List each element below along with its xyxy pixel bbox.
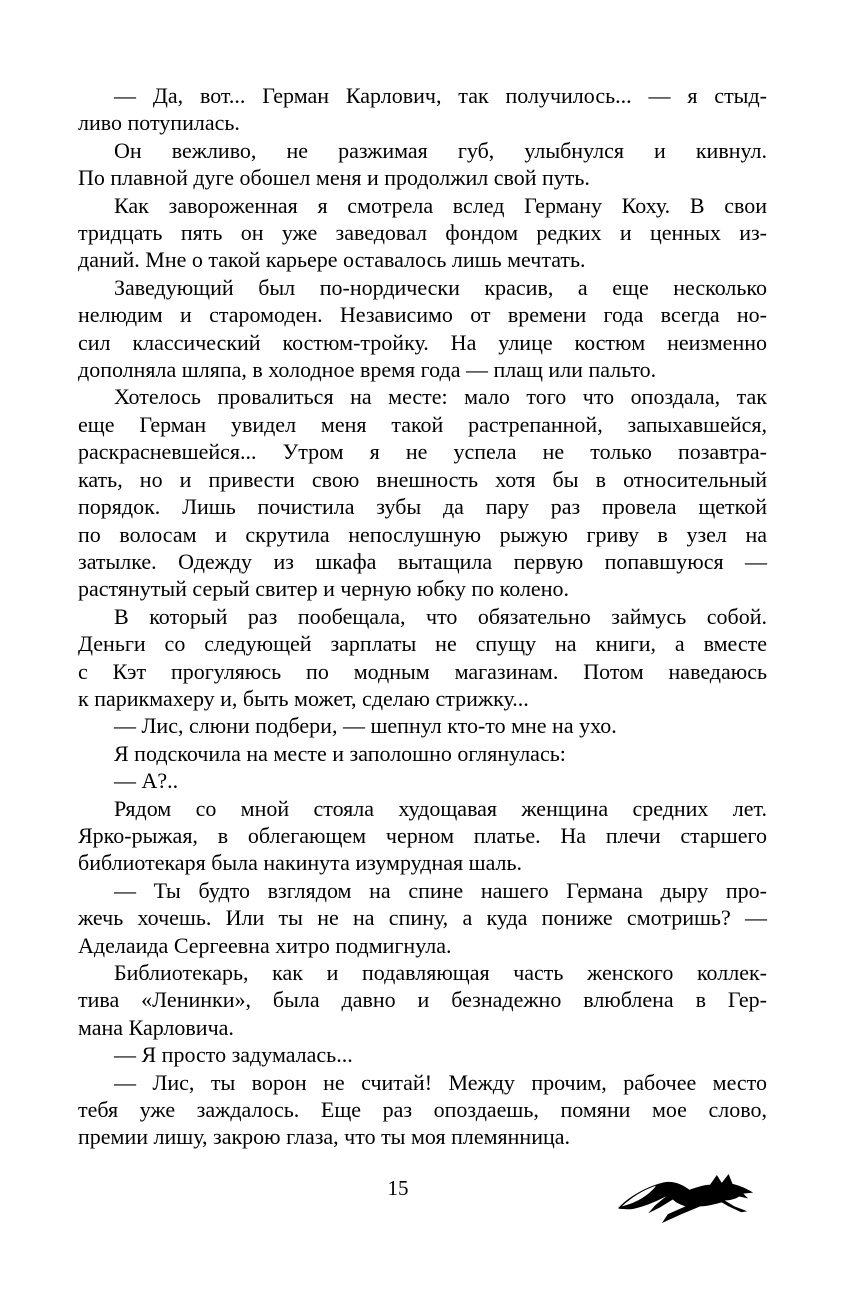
text-line: По плавной дуге обошел меня и продолжил свой путь. (78, 165, 590, 191)
text-line: премии лишу, закрою глаза, что ты моя племянница. (78, 1124, 571, 1150)
text-line: Библиотекарь, как и подавляющая часть женского коллек- (114, 960, 767, 985)
text-line: — Я просто задумалась... (114, 1042, 353, 1068)
text-line: растянутый серый свитер и черную юбку по колено. (78, 576, 569, 602)
text-line: тива «Ленинки», была давно и безнадежно влюблена в Гер- (78, 987, 767, 1013)
text-line: библиотекаря была накинута изумрудная шаль. (78, 850, 523, 876)
text-line: порядок. Лишь почистила зубы да пару раз провела щеткой (78, 494, 767, 520)
text-line: Рядом со мной стояла худощавая женщина средних лет. (114, 795, 767, 821)
text-line: — А?.. (114, 768, 179, 794)
text-line: мана Карловича. (78, 1014, 234, 1040)
paragraph (78, 767, 767, 794)
text-line: к парикмахеру и, быть может, сделаю стрижку... (78, 685, 529, 711)
paragraph (78, 877, 767, 959)
paragraph (78, 1069, 767, 1151)
page-number: 15 (387, 1176, 409, 1200)
paragraph (78, 1041, 767, 1068)
text-line: еще Герман увидел меня такой растрепанной, запыхавшейся, (78, 411, 767, 437)
text-line: жечь хочешь. Или ты не на спину, а куда пониже смотришь? — (78, 905, 767, 931)
text-line: дополняла шляпа, в холодное время года — плащ или пальто. (78, 357, 657, 383)
text-line: по волосам и скрутила непослушную рыжую гриву в узел на (78, 521, 767, 547)
text-line: — Ты будто взглядом на спине нашего Германа дыру про- (114, 877, 767, 903)
text-line: тридцать пять он уже заведовал фондом редких и ценных из- (78, 220, 767, 246)
paragraph (78, 274, 767, 384)
text-line: ливо потупилась. (78, 110, 240, 136)
text-line: — Лис, ты ворон не считай! Между прочим, рабочее место (114, 1069, 767, 1095)
text-line: Хотелось провалиться на месте: мало того что опоздала, так (114, 384, 767, 410)
text-line: кать, но и привести свою внешность хотя бы в относительный (78, 466, 767, 492)
paragraph (78, 603, 767, 713)
text-line: Заведующий был по-нордически красив, а еще несколько (114, 274, 767, 300)
text-line: Как завороженная я смотрела вслед Герману Коху. В свои (114, 192, 767, 218)
page-text (78, 82, 767, 1151)
running-fox-icon (613, 1172, 758, 1226)
text-line: с Кэт прогуляюсь по модным магазинам. Потом наведаюсь (78, 658, 767, 684)
text-line: Аделаида Сергеевна хитро подмигнула. (78, 932, 452, 958)
paragraph (78, 795, 767, 877)
text-line: Деньги со следующей зарплаты не спущу на книги, а вместе (78, 631, 767, 657)
text-line: раскрасневшейся... Утром я не успела не только позавтра- (78, 439, 767, 465)
text-line: даний. Мне о такой карьере оставалось лишь мечтать. (78, 247, 586, 273)
text-line: Он вежливо, не разжимая губ, улыбнулся и кивнул. (114, 137, 767, 163)
text-line: нелюдим и старомоден. Независимо от времени года всегда но- (78, 302, 767, 328)
text-line: Ярко-рыжая, в облегающем черном платье. На плечи старшего (78, 822, 767, 848)
paragraph (78, 712, 767, 739)
text-line: Я подскочила на месте и заполошно оглянулась: (114, 740, 566, 766)
paragraph (78, 192, 767, 274)
paragraph (78, 959, 767, 1041)
text-line: В который раз пообещала, что обязательно займусь собой. (114, 603, 767, 629)
text-line: — Да, вот... Герман Карлович, так получилось... — я стыд- (114, 83, 767, 108)
text-line: сил классический костюм-тройку. На улице костюм неизменно (78, 329, 767, 355)
text-line: — Лис, слюни подбери, — шепнул кто-то мне на ухо. (114, 713, 617, 739)
paragraph (78, 82, 767, 137)
paragraph (78, 383, 767, 602)
text-line: затылке. Одежду из шкафа вытащила первую попавшуюся — (78, 548, 767, 574)
paragraph (78, 740, 767, 767)
text-line: тебя уже заждалось. Еще раз опоздаешь, помяни мое слово, (78, 1097, 767, 1123)
paragraph (78, 137, 767, 192)
